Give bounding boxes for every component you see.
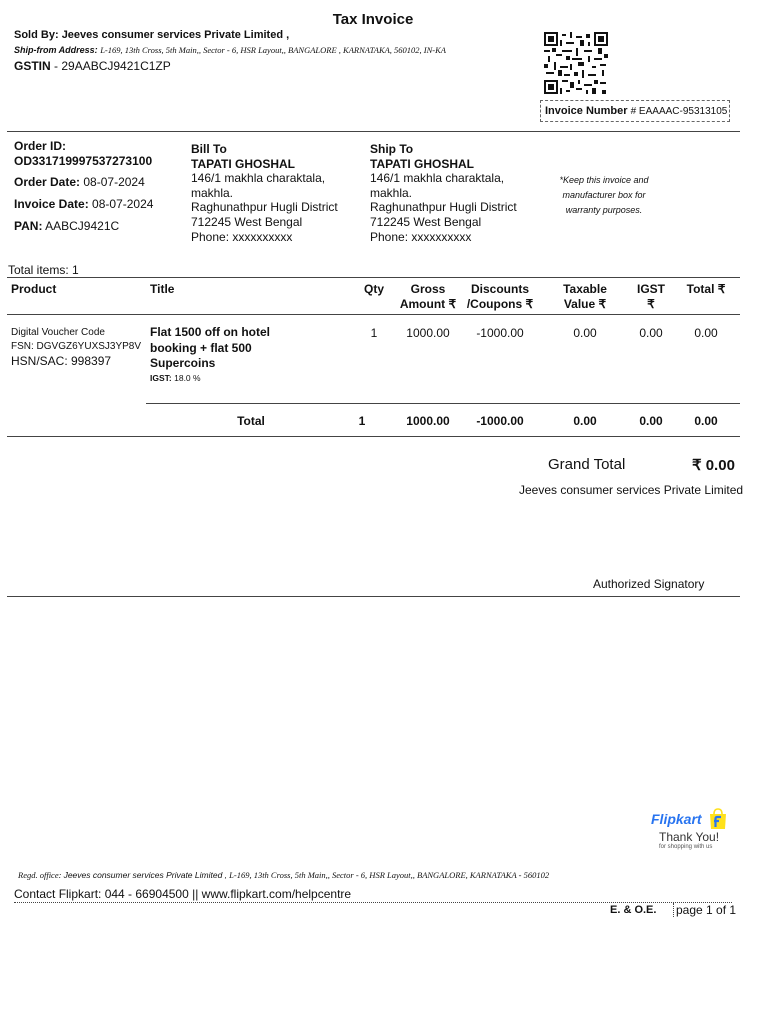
- title-igst: [150, 372, 270, 385]
- company-name: Jeeves consumer services Private Limited: [519, 483, 744, 497]
- invoice-date-value: 08-07-2024: [92, 197, 154, 211]
- totals-igst: 0.00: [639, 414, 663, 428]
- header-divider: [7, 131, 740, 132]
- table-row-title: [150, 325, 270, 385]
- order-id: OD331719997537273100: [14, 154, 153, 168]
- ship-to-phone: Phone: xxxxxxxxxx: [370, 229, 472, 244]
- product-name: Digital Voucher Code: [11, 327, 105, 338]
- gstin-value: - 29AABCJ9421C1ZP: [54, 59, 171, 73]
- regd-office: [18, 870, 549, 880]
- thank-you-text: Thank You!: [659, 830, 720, 844]
- col-header-gross-line2: Amount ₹: [399, 297, 457, 311]
- ship-from-address: L-169, 13th Cross, 5th Main,, Sector - 6, HSR Layout,, BANGALORE , KARNATAKA, 560102, IN-KA: [100, 45, 447, 55]
- qr-code: [544, 32, 608, 94]
- table-top-rule: [7, 277, 740, 278]
- table-row-product: [11, 326, 141, 368]
- ship-from-label: Ship-from Address:: [14, 45, 98, 55]
- total-items: Total items: 1: [8, 263, 79, 277]
- col-header-discounts-line2: /Coupons ₹: [466, 297, 534, 311]
- row-discount: -1000.00: [476, 326, 524, 340]
- order-date: [14, 175, 145, 189]
- col-header-gross-line1: Gross: [410, 282, 446, 296]
- invoice-date: [14, 197, 153, 211]
- ship-from: [14, 45, 446, 55]
- row-igst: 0.00: [639, 326, 663, 340]
- warranty-note-line3: warranty purposes.: [565, 205, 643, 215]
- ship-to-line2: makhla.: [370, 185, 413, 200]
- regd-office-label: Regd. office:: [18, 870, 62, 880]
- totals-taxable: 0.00: [573, 414, 597, 428]
- warranty-note: [544, 173, 664, 218]
- flipkart-logo-text: Flipkart: [651, 811, 702, 827]
- totals-qty: 1: [358, 414, 366, 428]
- warranty-note-line1: *Keep this invoice and: [559, 175, 649, 185]
- row-taxable: 0.00: [573, 326, 597, 340]
- bill-to-phone: Phone: xxxxxxxxxx: [191, 229, 293, 244]
- title-igst-rate: 18.0 %: [174, 372, 201, 383]
- bill-to-name: TAPATI GHOSHAL: [191, 156, 295, 171]
- col-header-discounts: [464, 282, 536, 312]
- totals-gross: 1000.00: [406, 414, 450, 428]
- totals-top-rule: [146, 403, 740, 404]
- order-date-value: 08-07-2024: [83, 175, 145, 189]
- ship-to-heading: Ship To: [370, 142, 414, 156]
- col-header-discounts-line1: Discounts: [470, 282, 529, 296]
- col-header-igst-line1: IGST: [636, 282, 665, 296]
- totals-discount: -1000.00: [476, 414, 524, 428]
- col-header-igst: [628, 282, 674, 312]
- row-total: 0.00: [694, 326, 718, 340]
- col-header-taxable-line2: Value ₹: [563, 297, 607, 311]
- signatory-rule: [7, 596, 740, 597]
- gstin-label: GSTIN: [14, 59, 51, 73]
- col-header-qty: Qty: [363, 282, 384, 296]
- grand-total-value: ₹ 0.00: [692, 457, 735, 474]
- ship-to-line4: 712245 West Bengal: [370, 214, 482, 229]
- row-gross: 1000.00: [406, 326, 450, 340]
- invoice-date-label: Invoice Date:: [14, 197, 89, 211]
- ship-to-block: [370, 142, 517, 244]
- bill-to-heading: Bill To: [191, 142, 227, 156]
- table-bottom-rule: [7, 436, 740, 437]
- col-header-total: Total ₹: [686, 282, 726, 296]
- title-line3: Supercoins: [150, 356, 216, 370]
- ship-to-line1: 146/1 makhla charaktala,: [370, 171, 505, 186]
- invoice-title: Tax Invoice: [332, 11, 414, 28]
- col-header-taxable: [552, 282, 618, 312]
- order-id-label: Order ID:: [14, 139, 67, 153]
- ship-to-name: TAPATI GHOSHAL: [370, 156, 474, 171]
- invoice-number-box: [540, 100, 730, 122]
- gstin: [14, 59, 171, 73]
- bill-to-block: [191, 142, 338, 244]
- sold-by: [14, 29, 289, 41]
- col-header-title: Title: [150, 282, 175, 296]
- bill-to-line4: 712245 West Bengal: [191, 214, 303, 229]
- title-igst-label: IGST:: [150, 372, 172, 383]
- bill-to-line1: 146/1 makhla charaktala,: [191, 171, 326, 186]
- product-hsn: HSN/SAC: 998397: [11, 354, 112, 368]
- bill-to-line3: Raghunathpur Hugli District: [191, 200, 338, 215]
- row-qty: 1: [370, 326, 378, 340]
- pan-label: PAN:: [14, 219, 43, 233]
- invoice-number-label: Invoice Number: [545, 105, 628, 117]
- regd-office-company: Jeeves consumer services Private Limited ,: [63, 870, 228, 880]
- warranty-note-line2: manufacturer box for: [562, 190, 646, 200]
- totals-label: Total: [237, 414, 265, 428]
- order-date-label: Order Date:: [14, 175, 81, 189]
- totals-total: 0.00: [694, 414, 718, 428]
- title-line1: Flat 1500 off on hotel: [150, 325, 271, 339]
- col-header-igst-line2: ₹: [647, 297, 655, 311]
- grand-total-label: Grand Total: [548, 456, 626, 473]
- title-line2: booking + flat 500: [150, 340, 252, 355]
- sold-by-name: Jeeves consumer services Private Limited ,: [61, 29, 290, 41]
- col-header-gross: [396, 282, 460, 312]
- authorized-signatory: Authorized Signatory: [593, 577, 705, 591]
- invoice-number-value: # EAAAAC-95313105: [630, 106, 728, 117]
- product-fsn: FSN: DGVGZ6YUXSJ3YP8V: [11, 341, 142, 352]
- page-number: page 1 of 1: [673, 903, 736, 917]
- bill-to-line2: makhla.: [191, 185, 234, 200]
- footer-dotted-rule: [14, 902, 732, 903]
- eoe-text: E. & O.E.: [610, 904, 657, 916]
- contact-line: Contact Flipkart: 044 - 66904500 || www.flipkart.com/helpcentre: [14, 887, 352, 901]
- regd-office-address: L-169, 13th Cross, 5th Main,, Sector - 6, HSR Layout,, BANGALORE, KARNATAKA - 560102: [229, 870, 550, 880]
- pan: [14, 219, 119, 233]
- sold-by-label: Sold By:: [14, 29, 59, 41]
- flipkart-bag-icon: [707, 808, 729, 830]
- pan-value: AABCJ9421C: [45, 219, 120, 233]
- thank-you-tagline: for shopping with us: [659, 844, 713, 850]
- ship-to-line3: Raghunathpur Hugli District: [370, 200, 517, 215]
- col-header-taxable-line1: Taxable: [563, 282, 607, 296]
- header-bottom-rule: [7, 314, 740, 315]
- col-header-product: Product: [11, 282, 57, 296]
